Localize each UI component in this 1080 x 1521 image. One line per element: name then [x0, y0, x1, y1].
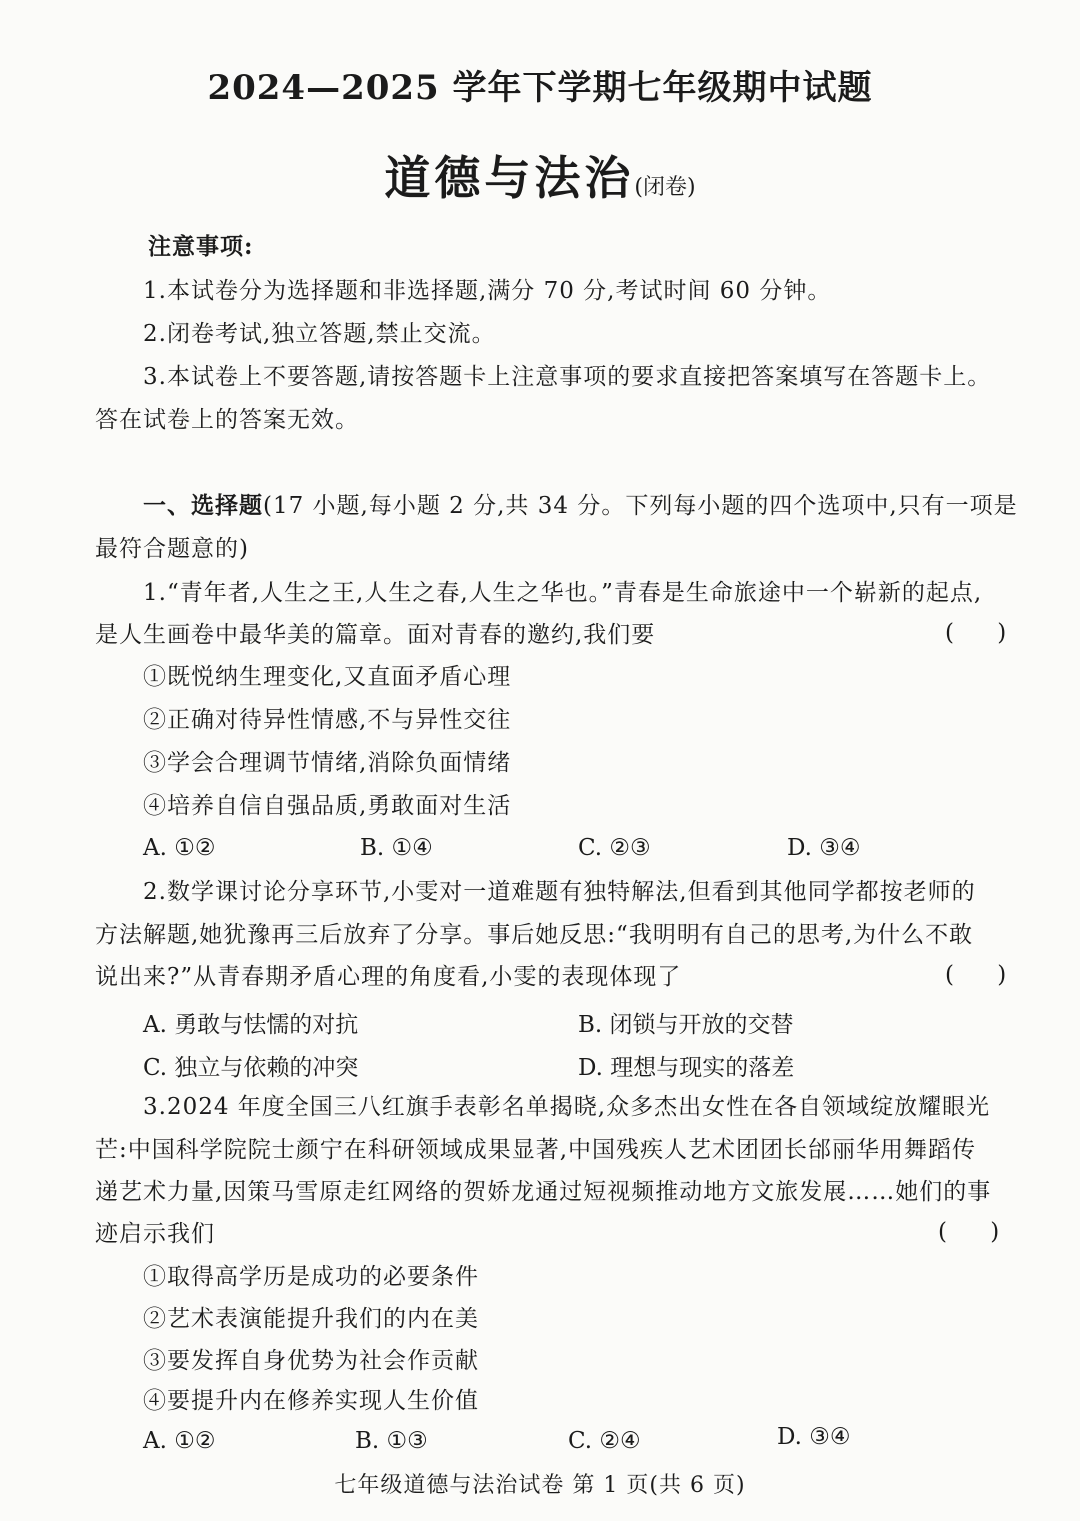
section1-desc: (17 小题,每小题 2 分,共 34 分。下列每小题的四个选项中,只有一项是: [263, 493, 1018, 519]
q2-option-b: B. 闭锁与开放的交替: [578, 1012, 794, 1038]
notice-heading: 注意事项:: [148, 233, 254, 260]
page-footer: 七年级道德与法治试卷 第 1 页(共 6 页): [334, 1473, 746, 1498]
subject-title: [0, 142, 1080, 208]
q3-item-3: ③要发挥自身优势为社会作贡献: [143, 1348, 479, 1374]
q1-option-d: D. ③④: [787, 835, 861, 861]
q1-item-1: ①既悦纳生理变化,又直面矛盾心理: [143, 664, 512, 690]
notice-item-3-cont: 答在试卷上的答案无效。: [95, 407, 359, 433]
notice-item-3: 3.本试卷上不要答题,请按答题卡上注意事项的要求直接把答案填写在答题卡上。: [143, 364, 992, 390]
subject-note: (闭卷): [634, 175, 696, 200]
q1-option-c: C. ②③: [578, 835, 651, 861]
q3-answer-paren: ( ): [938, 1219, 1018, 1245]
subject-name: 道德与法治: [384, 151, 635, 205]
section1-line1: [143, 491, 1023, 521]
q1-item-4: ④培养自信自强品质,勇敢面对生活: [143, 793, 512, 819]
q3-item-1: ①取得高学历是成功的必要条件: [143, 1264, 479, 1290]
q1-option-a: A. ①②: [143, 835, 216, 861]
q2-stem-line2: 方法解题,她犹豫再三后放弃了分享。事后她反思:“我明明有自己的思考,为什么不敢: [95, 922, 974, 948]
q1-answer-paren: ( ): [945, 620, 1025, 646]
q3-stem-line2: 芒:中国科学院院士颜宁在科研领域成果显著,中国残疾人艺术团团长邰丽华用舞蹈传: [95, 1137, 977, 1163]
q2-option-a: A. 勇敢与怯懦的对抗: [143, 1012, 359, 1038]
q1-stem-line2: 是人生画卷中最华美的篇章。面对青春的邀约,我们要: [95, 622, 656, 648]
notice-item-1: 1.本试卷分为选择题和非选择题,满分 70 分,考试时间 60 分钟。: [143, 278, 832, 304]
q3-option-d: D. ③④: [777, 1424, 851, 1450]
section1-heading: 一、选择题: [143, 492, 263, 519]
q2-option-c: C. 独立与依赖的冲突: [143, 1055, 359, 1081]
exam-title: 2024—2025 学年下学期七年级期中试题: [207, 68, 873, 108]
q2-stem-line1: 2.数学课讨论分享环节,小雯对一道难题有独特解法,但看到其他同学都按老师的: [143, 879, 976, 905]
q2-stem-line3: 说出来?”从青春期矛盾心理的角度看,小雯的表现体现了: [95, 964, 682, 990]
q3-stem-line1: 3.2024 年度全国三八红旗手表彰名单揭晓,众多杰出女性在各自领域绽放耀眼光: [143, 1094, 991, 1120]
q3-stem-line4: 迹启示我们: [95, 1221, 215, 1247]
notice-item-2: 2.闭卷考试,独立答题,禁止交流。: [143, 321, 496, 347]
q1-option-b: B. ①④: [360, 835, 433, 861]
q3-option-a: A. ①②: [143, 1428, 216, 1454]
q3-item-4: ④要提升内在修养实现人生价值: [143, 1388, 479, 1414]
q3-stem-line3: 递艺术力量,因策马雪原走红网络的贺娇龙通过短视频推动地方文旅发展……她们的事: [95, 1179, 992, 1205]
q2-answer-paren: ( ): [945, 962, 1025, 988]
q3-option-b: B. ①③: [355, 1428, 428, 1454]
q1-item-2: ②正确对待异性情感,不与异性交往: [143, 707, 512, 733]
q1-item-3: ③学会合理调节情绪,消除负面情绪: [143, 750, 512, 776]
q2-option-d: D. 理想与现实的落差: [578, 1055, 795, 1081]
q1-stem-line1: 1.“青年者,人生之王,人生之春,人生之华也。”青春是生命旅途中一个崭新的起点,: [143, 580, 983, 606]
q3-option-c: C. ②④: [568, 1428, 641, 1454]
section1-line2: 最符合题意的): [95, 536, 249, 562]
q3-item-2: ②艺术表演能提升我们的内在美: [143, 1306, 479, 1332]
